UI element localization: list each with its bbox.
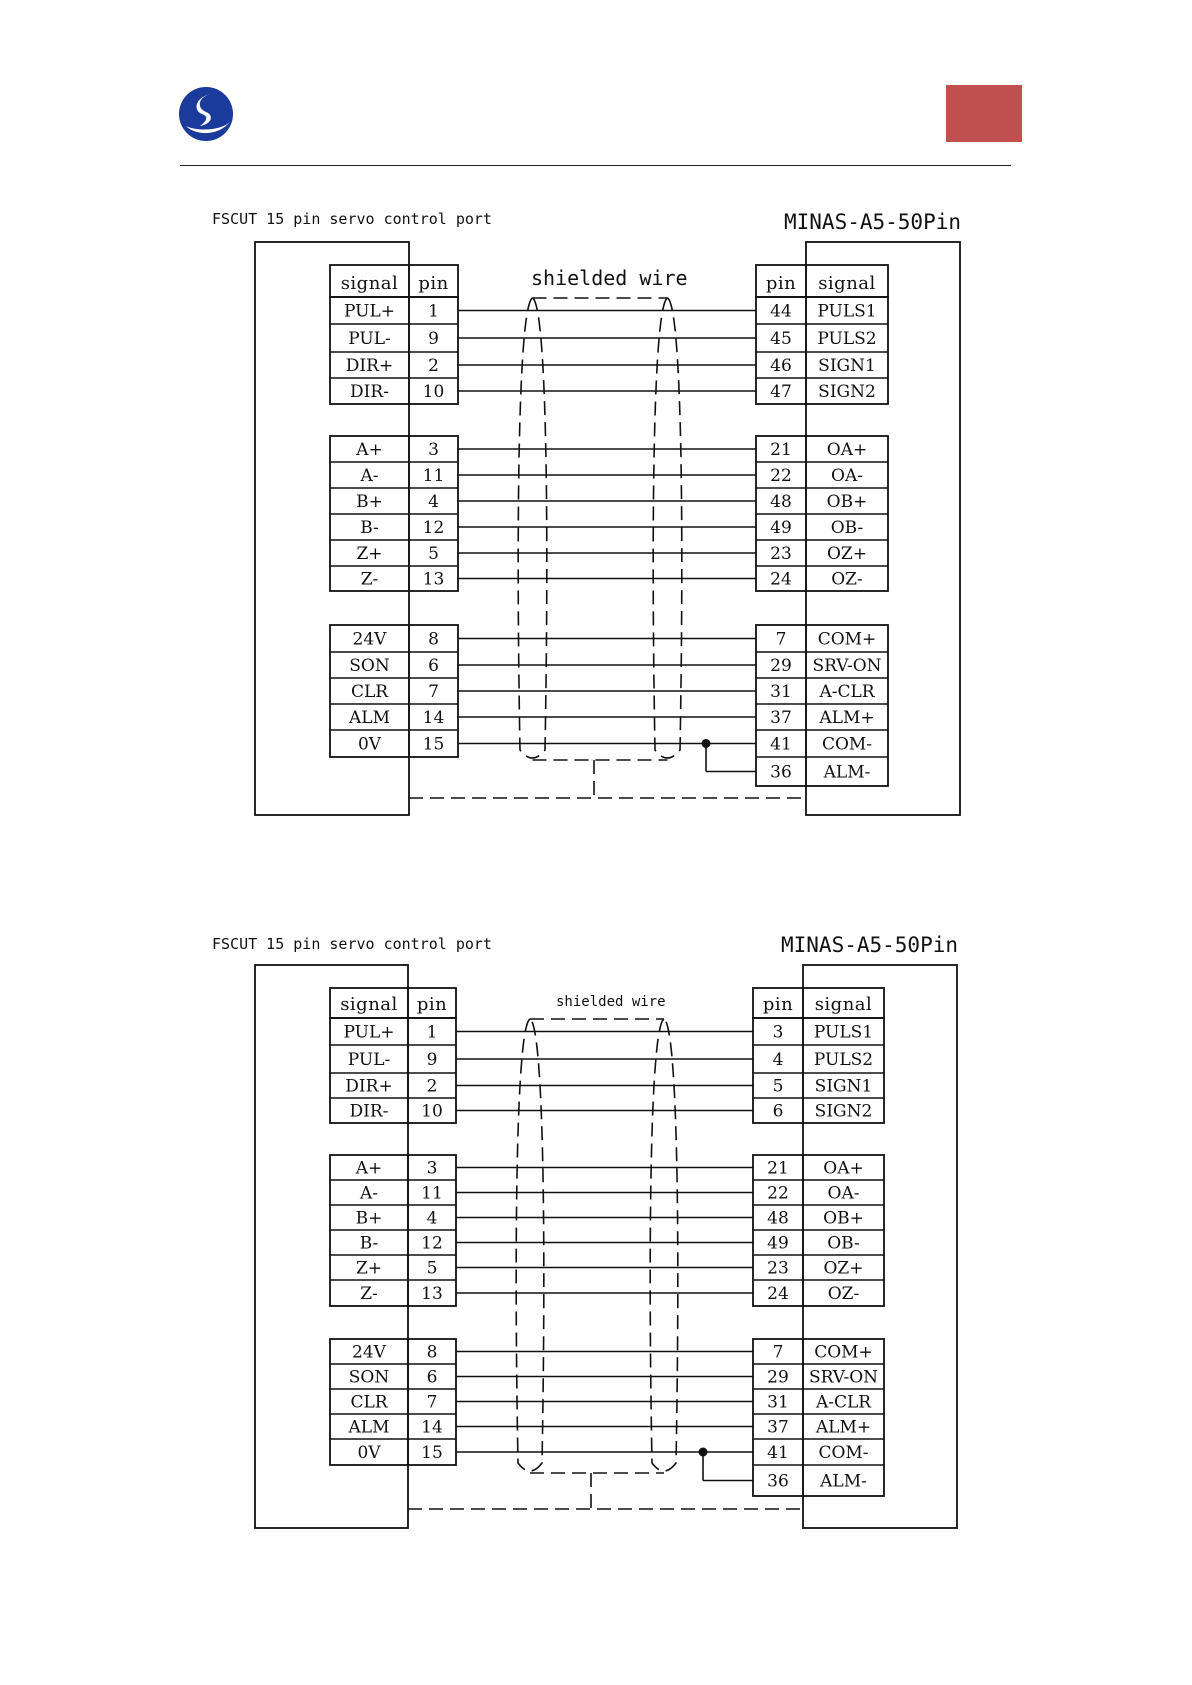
right-signal-cell: PULS1 bbox=[813, 1022, 874, 1043]
right-pin-cell: 21 bbox=[767, 1158, 789, 1179]
left-pin-cell: 11 bbox=[421, 1183, 443, 1204]
right-pin-cell: 37 bbox=[770, 708, 792, 728]
left-signal-cell: CLR bbox=[350, 682, 389, 702]
left-pin-cell: 7 bbox=[428, 682, 439, 702]
right-signal-cell: SIGN2 bbox=[814, 1101, 873, 1122]
right-signal-cell: OZ- bbox=[827, 1284, 860, 1304]
left-signal-cell: Z- bbox=[360, 569, 379, 590]
right-signal-cell: SIGN1 bbox=[818, 356, 876, 376]
left-pin-cell: 2 bbox=[428, 356, 439, 376]
left-signal-cell: B+ bbox=[356, 492, 383, 512]
left-pin-cell: 8 bbox=[426, 1342, 438, 1363]
shielded-wire-label: shielded wire bbox=[531, 266, 688, 290]
right-signal-cell: COM- bbox=[821, 734, 873, 755]
left-signal-cell: A- bbox=[359, 1183, 379, 1204]
right-header-pin: pin bbox=[765, 273, 797, 294]
left-pin-cell: 13 bbox=[421, 1284, 443, 1304]
right-pin-cell: 24 bbox=[767, 1284, 789, 1304]
company-logo-icon bbox=[178, 86, 234, 142]
right-connector-title: MINAS-A5-50Pin bbox=[781, 933, 959, 957]
left-signal-cell: B+ bbox=[355, 1208, 383, 1229]
left-signal-cell: DIR- bbox=[350, 382, 389, 402]
right-header-pin: pin bbox=[762, 994, 794, 1015]
shielded-wire-label: shielded wire bbox=[556, 994, 666, 1010]
left-pin-cell: 3 bbox=[426, 1158, 438, 1179]
left-pin-cell: 14 bbox=[421, 1417, 443, 1438]
left-signal-cell: PUL- bbox=[347, 1050, 391, 1070]
right-pin-cell: 44 bbox=[770, 301, 792, 322]
right-signal-cell: ALM+ bbox=[815, 1417, 872, 1438]
right-pin-cell: 5 bbox=[772, 1076, 784, 1097]
right-pin-cell: 48 bbox=[770, 492, 792, 512]
right-signal-cell: OA- bbox=[827, 1183, 860, 1204]
left-header-pin: pin bbox=[416, 994, 448, 1015]
left-pin-cell: 12 bbox=[422, 518, 445, 538]
right-signal-cell: SRV-ON bbox=[812, 656, 882, 676]
right-signal-cell: SIGN2 bbox=[818, 382, 876, 402]
left-pin-cell: 5 bbox=[428, 544, 439, 564]
right-pin-cell: 37 bbox=[767, 1417, 789, 1438]
right-signal-cell: ALM- bbox=[823, 762, 871, 783]
right-signal-cell: OB- bbox=[830, 518, 864, 538]
right-signal-cell: COM+ bbox=[814, 1342, 873, 1363]
right-signal-cell: COM- bbox=[818, 1443, 869, 1463]
left-pin-cell: 13 bbox=[422, 569, 445, 590]
wiring-diagram-2-svg bbox=[0, 925, 1192, 1545]
right-connector-body bbox=[806, 242, 960, 815]
left-signal-cell: CLR bbox=[350, 1392, 388, 1413]
left-signal-cell: Z- bbox=[360, 1284, 378, 1304]
header-accent-block bbox=[946, 85, 1022, 142]
right-signal-cell: PULS1 bbox=[817, 301, 877, 322]
left-pin-cell: 9 bbox=[428, 329, 439, 349]
left-pin-cell: 12 bbox=[421, 1233, 443, 1254]
left-pin-cell: 10 bbox=[422, 382, 445, 402]
right-signal-cell: A-CLR bbox=[819, 682, 875, 702]
shield-right-ellipse bbox=[650, 1019, 678, 1471]
right-pin-cell: 22 bbox=[767, 1183, 789, 1204]
right-header-signal: signal bbox=[814, 994, 873, 1015]
left-connector-body bbox=[255, 242, 409, 815]
right-pin-cell: 48 bbox=[767, 1208, 789, 1229]
left-header-signal: signal bbox=[340, 994, 398, 1015]
header-divider bbox=[180, 165, 1011, 166]
right-pin-cell: 49 bbox=[770, 518, 792, 538]
right-pin-cell: 36 bbox=[770, 762, 792, 783]
right-signal-cell: A-CLR bbox=[815, 1392, 872, 1413]
right-pin-cell: 31 bbox=[767, 1392, 789, 1413]
left-pin-cell: 7 bbox=[426, 1392, 438, 1413]
left-signal-cell: A+ bbox=[355, 1158, 383, 1179]
left-signal-cell: PUL+ bbox=[343, 1022, 395, 1043]
left-pin-cell: 9 bbox=[426, 1050, 438, 1070]
left-signal-cell: ALM bbox=[349, 708, 390, 728]
right-pin-cell: 41 bbox=[770, 734, 792, 755]
right-signal-cell: PULS2 bbox=[817, 329, 877, 349]
right-pin-cell: 45 bbox=[770, 329, 792, 349]
right-pin-cell: 24 bbox=[770, 569, 792, 590]
left-pin-cell: 1 bbox=[426, 1022, 438, 1043]
left-pin-cell: 1 bbox=[428, 301, 439, 322]
right-pin-cell: 36 bbox=[767, 1471, 789, 1492]
shield-left-ellipse bbox=[518, 298, 547, 758]
right-signal-cell: PULS2 bbox=[813, 1050, 874, 1070]
wiring-diagram-2 bbox=[0, 925, 1192, 1545]
left-pin-cell: 15 bbox=[422, 734, 445, 755]
left-signal-cell: Z+ bbox=[356, 544, 383, 564]
left-pin-cell: 6 bbox=[426, 1367, 438, 1388]
left-signal-cell: DIR- bbox=[349, 1101, 389, 1122]
right-signal-cell: OB+ bbox=[823, 1208, 864, 1229]
right-pin-cell: 23 bbox=[770, 544, 792, 564]
right-signal-cell: OZ- bbox=[831, 569, 863, 590]
left-pin-cell: 10 bbox=[421, 1101, 443, 1122]
wiring-diagram-1-svg bbox=[0, 200, 1192, 830]
left-signal-cell: SON bbox=[348, 1367, 390, 1388]
left-signal-cell: SON bbox=[349, 656, 390, 676]
left-signal-cell: PUL+ bbox=[344, 301, 395, 322]
right-pin-cell: 46 bbox=[770, 356, 792, 376]
right-pin-cell: 7 bbox=[772, 1342, 784, 1363]
right-pin-cell: 6 bbox=[772, 1101, 784, 1122]
right-pin-cell: 23 bbox=[767, 1258, 789, 1279]
right-signal-cell: OZ+ bbox=[827, 544, 867, 564]
left-signal-cell: A- bbox=[360, 466, 379, 486]
shield-left-ellipse bbox=[516, 1019, 544, 1471]
right-signal-cell: SIGN1 bbox=[814, 1076, 873, 1097]
left-pin-cell: 15 bbox=[421, 1443, 443, 1463]
wiring-diagram-1 bbox=[0, 200, 1192, 830]
right-signal-cell: OB+ bbox=[826, 492, 868, 512]
left-signal-cell: A+ bbox=[356, 440, 383, 460]
right-pin-cell: 41 bbox=[767, 1443, 789, 1463]
left-pin-cell: 6 bbox=[428, 656, 439, 676]
right-signal-cell: COM+ bbox=[817, 629, 877, 650]
right-pin-cell: 31 bbox=[770, 682, 792, 702]
left-signal-cell: 24V bbox=[352, 1342, 386, 1363]
left-connector-title: FSCUT 15 pin servo control port bbox=[212, 210, 492, 228]
right-signal-cell: ALM+ bbox=[819, 708, 875, 728]
shield-right-ellipse bbox=[653, 298, 682, 758]
right-signal-cell: OA- bbox=[831, 466, 863, 486]
right-pin-cell: 47 bbox=[770, 382, 792, 402]
left-pin-cell: 11 bbox=[422, 466, 445, 486]
right-pin-cell: 7 bbox=[775, 629, 787, 650]
right-pin-cell: 3 bbox=[772, 1022, 784, 1043]
right-signal-cell: OZ+ bbox=[823, 1258, 864, 1279]
left-signal-cell: DIR+ bbox=[345, 1076, 393, 1097]
right-pin-cell: 4 bbox=[772, 1050, 784, 1070]
right-signal-cell: OB- bbox=[827, 1233, 860, 1254]
left-header-pin: pin bbox=[418, 273, 449, 294]
left-signal-cell: DIR+ bbox=[345, 356, 394, 376]
right-pin-cell: 29 bbox=[767, 1367, 789, 1388]
right-pin-cell: 49 bbox=[767, 1233, 789, 1254]
right-signal-cell: SRV-ON bbox=[808, 1367, 879, 1388]
left-signal-cell: ALM bbox=[348, 1417, 390, 1438]
right-pin-cell: 21 bbox=[770, 440, 792, 460]
right-connector-title: MINAS-A5-50Pin bbox=[784, 210, 962, 234]
left-pin-cell: 8 bbox=[428, 629, 439, 650]
left-signal-cell: B- bbox=[360, 518, 379, 538]
right-signal-cell: ALM- bbox=[820, 1471, 867, 1492]
left-pin-cell: 2 bbox=[426, 1076, 438, 1097]
right-header-signal: signal bbox=[818, 273, 876, 294]
left-pin-cell: 4 bbox=[428, 492, 439, 512]
left-signal-cell: 0V bbox=[357, 734, 382, 755]
left-signal-cell: Z+ bbox=[355, 1258, 383, 1279]
right-signal-cell: OA+ bbox=[826, 440, 868, 460]
left-signal-cell: 24V bbox=[352, 629, 387, 650]
left-signal-cell: B- bbox=[359, 1233, 379, 1254]
right-pin-cell: 22 bbox=[770, 466, 792, 486]
left-pin-cell: 3 bbox=[428, 440, 439, 460]
left-pin-cell: 4 bbox=[426, 1208, 438, 1229]
left-connector-title: FSCUT 15 pin servo control port bbox=[212, 935, 492, 953]
left-header-signal: signal bbox=[340, 273, 399, 294]
left-signal-cell: PUL- bbox=[348, 329, 391, 349]
left-signal-cell: 0V bbox=[357, 1443, 381, 1463]
right-signal-cell: OA+ bbox=[823, 1158, 864, 1179]
left-pin-cell: 5 bbox=[426, 1258, 438, 1279]
right-pin-cell: 29 bbox=[770, 656, 792, 676]
left-pin-cell: 14 bbox=[422, 708, 445, 728]
